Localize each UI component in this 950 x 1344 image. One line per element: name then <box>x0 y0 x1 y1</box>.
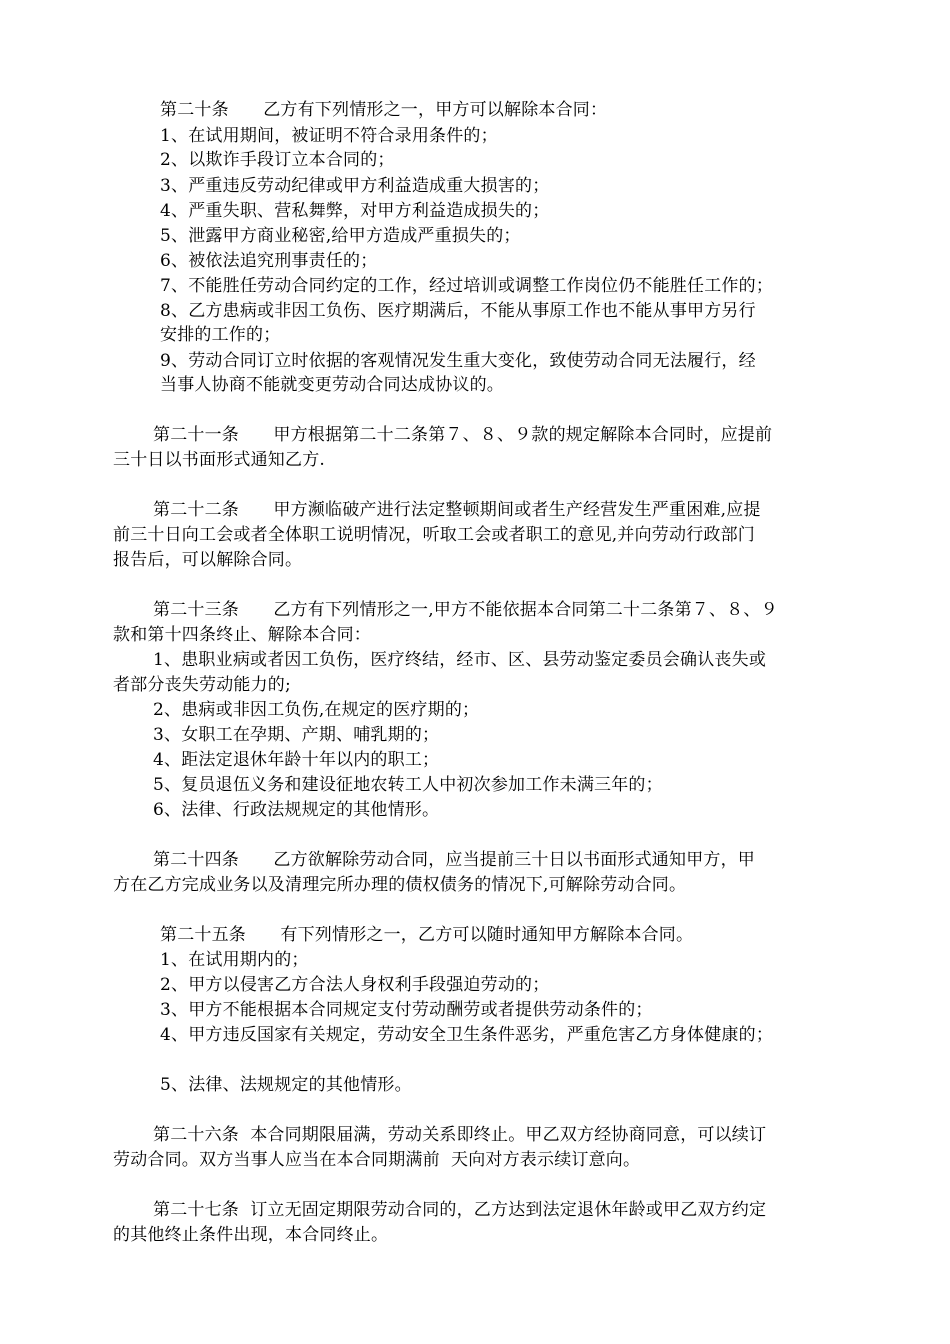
article-27-line-2: 的其他终止条件出现，本合同终止。 <box>113 1225 389 1245</box>
article-20-item-3: 3、严重违反劳动纪律或甲方利益造成重大损害的； <box>160 176 550 196</box>
article-25-heading: 第二十五条 有下列情形之一，乙方可以随时通知甲方解除本合同。 <box>160 925 694 945</box>
article-25-item-1: 1、在试用期内的； <box>160 950 309 970</box>
article-20-item-1: 1、在试用期间，被证明不符合录用条件的； <box>160 126 498 146</box>
article-20-item-6: 6、被依法追究刑事责任的； <box>160 251 378 271</box>
article-20-heading: 第二十条 乙方有下列情形之一，甲方可以解除本合同： <box>160 100 608 120</box>
article-20-item-2: 2、以欺诈手段订立本合同的； <box>160 150 395 170</box>
article-23-item-2: 2、患病或非因工负伤,在规定的医疗期的； <box>153 700 480 720</box>
article-23-item-1-cont: 者部分丧失劳动能力的; <box>113 675 291 695</box>
article-22-line-3: 报告后，可以解除合同。 <box>113 550 303 570</box>
article-20-item-7: 7、不能胜任劳动合同约定的工作，经过培训或调整工作岗位仍不能胜任工作的； <box>160 276 774 296</box>
article-25-item-4: 4、甲方违反国家有关规定，劳动安全卫生条件恶劣，严重危害乙方身体健康的； <box>160 1025 774 1045</box>
article-24-line-2: 方在乙方完成业务以及清理完所办理的债权债务的情况下,可解除劳动合同。 <box>113 875 687 895</box>
article-25-item-5: 5、法律、法规规定的其他情形。 <box>160 1075 412 1095</box>
article-22-line-2: 前三十日向工会或者全体职工说明情况，听取工会或者职工的意见,并向劳动行政部门 <box>113 525 756 545</box>
article-24-line-1: 第二十四条 乙方欲解除劳动合同，应当提前三十日以书面形式通知甲方，甲 <box>153 850 755 870</box>
article-25-item-2: 2、甲方以侵害乙方合法人身权利手段强迫劳动的； <box>160 975 550 995</box>
article-20-item-8: 8、乙方患病或非因工负伤、医疗期满后，不能从事原工作也不能从事甲方另行 <box>160 301 756 321</box>
article-20-item-9-cont: 当事人协商不能就变更劳动合同达成协议的。 <box>160 375 504 395</box>
article-23-item-1: 1、患职业病或者因工负伤，医疗终结，经市、区、县劳动鉴定委员会确认丧失或 <box>153 650 767 670</box>
article-20-item-4: 4、严重失职、营私舞弊，对甲方利益造成损失的； <box>160 201 550 221</box>
article-23-item-4: 4、距法定退休年龄十年以内的职工； <box>153 750 440 770</box>
article-20-item-8-cont: 安排的工作的； <box>160 325 281 345</box>
article-23-item-5: 5、复员退伍义务和建设征地农转工人中初次参加工作未满三年的； <box>153 775 663 795</box>
article-23-line-2: 款和第十四条终止、解除本合同： <box>113 625 371 645</box>
article-21-line-1: 第二十一条 甲方根据第二十二条第７、８、９款的规定解除本合同时，应提前 <box>153 425 773 445</box>
article-23-item-6: 6、法律、行政法规规定的其他情形。 <box>153 800 440 820</box>
article-25-item-3: 3、甲方不能根据本合同规定支付劳动酬劳或者提供劳动条件的； <box>160 1000 653 1020</box>
article-20-item-5: 5、泄露甲方商业秘密,给甲方造成严重损失的； <box>160 226 521 246</box>
article-21-line-2: 三十日以书面形式通知乙方. <box>113 450 326 470</box>
article-26-line-1: 第二十六条 本合同期限届满，劳动关系即终止。甲乙双方经协商同意，可以续订 <box>153 1125 767 1145</box>
article-23-item-3: 3、女职工在孕期、产期、哺乳期的； <box>153 725 440 745</box>
article-20-item-9: 9、劳动合同订立时依据的客观情况发生重大变化，致使劳动合同无法履行，经 <box>160 351 756 371</box>
article-27-line-1: 第二十七条 订立无固定期限劳动合同的，乙方达到法定退休年龄或甲乙双方约定 <box>153 1200 767 1220</box>
article-23-line-1: 第二十三条 乙方有下列情形之一,甲方不能依据本合同第二十二条第７、８、９ <box>153 600 778 620</box>
article-22-line-1: 第二十二条 甲方濒临破产进行法定整顿期间或者生产经营发生严重困难,应提 <box>153 500 761 520</box>
article-26-line-2: 劳动合同。双方当事人应当在本合同期满前 天向对方表示续订意向。 <box>113 1150 641 1170</box>
